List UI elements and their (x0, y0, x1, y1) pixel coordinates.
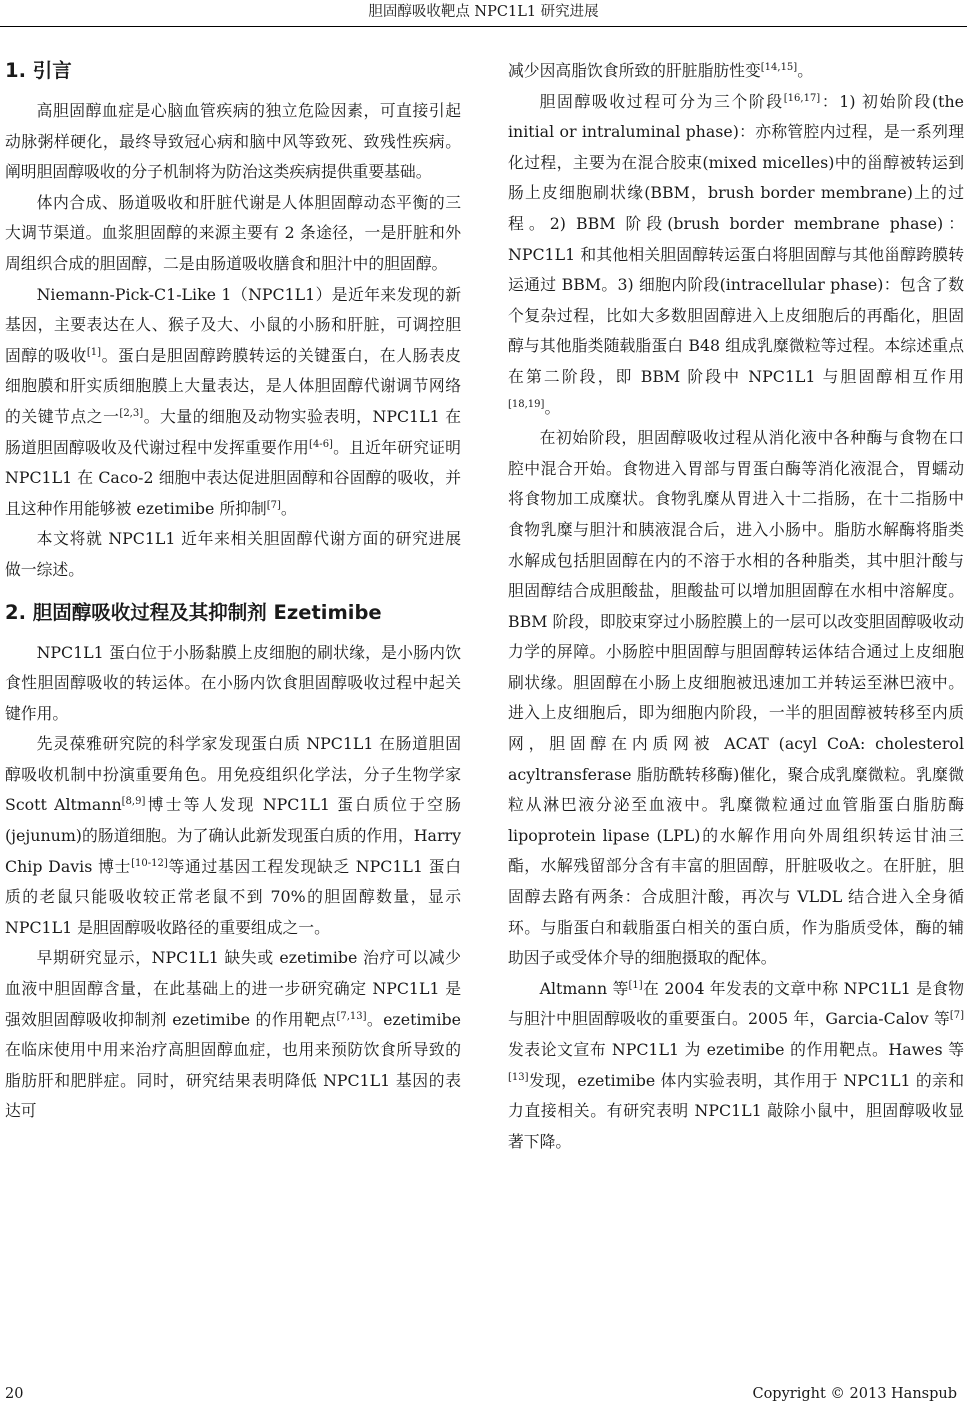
running-header: 胆固醇吸收靶点 NPC1L1 研究进展 (368, 4, 599, 20)
right-column (508, 56, 964, 1157)
paragraph (5, 96, 461, 188)
citation-ref: [7] (266, 499, 281, 511)
paragraph-text: 在初始阶段，胆固醇吸收过程从消化液中各种酶与食物在口腔中混合开始。食物进入胃部与胃蛋白酶等消化液混合，胃蠕动将食物加工成糜状。食物乳糜从胃进入十二指肠，在十二指肠中食物乳糜与胆汁和胰液混合后，进入小肠中。脂肪水解酶将脂类水解成包括胆固醇在内的不溶于水相的各种脂类，其中胆汁酸与胆固醇结合成胆酸盐，胆酸盐可以增加胆固醇在水相中溶解度。BBM 阶段，即胶束穿过小肠腔膜上的一层可以改变胆固醇吸收动力学的屏障。小肠腔中胆固醇与胆固醇转运体结合通过上皮细胞刷状缘。胆固醇在小肠上皮细胞被迅速加工并转运至淋巴液中。进入上皮细胞后，即为细胞内阶段，一半的胆固醇被转移至内质网，胆固醇在内质网被 ACAT (acyl CoA: cholesterol acyltransferase 脂肪酰转移酶)催化，聚合成乳糜微粒。乳糜微粒从淋巴液分泌至血液中。乳糜微粒通过血管脂蛋白脂肪酶 lipoprotein lipase (LPL)的水解作用向外周组织转运甘油三酯，水解残留部分含有丰富的胆固醇，肝脏吸收之。在肝脏，胆固醇去路有两条：合成胆汁酸，再次与 VLDL 结合进入全身循环。与脂蛋白和载脂蛋白相关的蛋白质，作为脂质受体，酶的辅助因子或受体介导的细胞摄取的配体。 (508, 428, 964, 968)
paragraph-text: 。 (280, 498, 297, 518)
paragraph-text: NPC1L1 蛋白位于小肠黏膜上皮细胞的刷状缘，是小肠内饮食性胆固醇吸收的转运体。在小肠内饮食胆固醇吸收过程中起关键作用。 (5, 642, 461, 723)
paragraph-text: Niemann-Pick-C1-Like 1（NPC1L1）是近年来发现的新基因，主要表达在人、猴子及大、小鼠的小肠和肝脏，可调控胆固醇的吸收 (5, 284, 461, 365)
paragraph (508, 87, 964, 424)
citation-ref: [1] (628, 979, 643, 991)
citation-ref: [4-6] (309, 438, 333, 450)
citation-ref: [14,15] (760, 62, 798, 73)
paragraph-text: 等通过基因工程发现缺乏 NPC1L1 蛋白质的老鼠只能吸收较正常老鼠不到 70%的胆固醇数量，显示 NPC1L1 是胆固醇吸收路径的重要组成之一。 (5, 856, 461, 937)
left-column (5, 56, 461, 1127)
header-rule (0, 26, 967, 27)
paragraph-text: Altmann 等 (539, 978, 629, 998)
citation-ref: [13] (508, 1071, 529, 1083)
section-heading: 2. 胆固醇吸收过程及其抑制剂 Ezetimibe (5, 600, 382, 624)
paragraph-text: 高胆固醇血症是心脑血管疾病的独立危险因素，可直接引起动脉粥样硬化，最终导致冠心病和脑中风等致死、致残性疾病。阐明胆固醇吸收的分子机制将为防治这类疾病提供重要基础。 (5, 101, 461, 182)
paragraph-text: 早期研究显示，NPC1L1 缺失或 ezetimibe 治疗可以减少血液中胆固醇含量，在此基础上的进一步研究确定 NPC1L1 是强效胆固醇吸收抑制剂 ezetimibe 的作用靶点 (5, 948, 461, 1029)
citation-ref: [10-12] (131, 857, 168, 869)
page-number: 20 (5, 1386, 24, 1402)
paragraph (5, 280, 461, 525)
paragraph-text: 博士等人发现 NPC1L1 蛋白质位于空肠(jejunum)的肠道细胞。为了确认此新发现蛋白质的作用，Harry Chip Davis 博士 (5, 795, 461, 876)
paragraph-text: 发现，ezetimibe 体内实验表明，其作用于 NPC1L1 的亲和力直接相关。有研究表明 NPC1L1 敲除小鼠中，胆固醇吸收显著下降。 (508, 1070, 964, 1151)
paragraph (508, 423, 964, 974)
paragraph-text: 。蛋白是胆固醇跨膜转运的关键蛋白，在人肠表皮细胞膜和肝实质细胞膜上大量表达，是人体胆固醇代谢调节网络的关键节点之一 (5, 345, 461, 426)
paragraph (5, 524, 461, 585)
paragraph (5, 943, 461, 1127)
paragraph-text: ：1) 初始阶段(the initial or intraluminal phase)：亦称管腔内过程，是一系列理化过程，主要为在混合胶束(mixed micelles)中的甾醇被转运到肠上皮细胞刷状缘(BBM，brush border membrane)上的过程。2) BBM 阶段(brush border membrane phase)：NPC1L1 和其他相关胆固醇转运蛋白将胆固醇与其他甾醇跨膜转运通过 BBM。3) 细胞内阶段(intracellular phase)：包含了数个复杂过程，比如大多数胆固醇进入上皮细胞后的再酯化，胆固醇与其他脂类随载脂蛋白 B48 组成乳糜微粒等过程。本综述重点在第二阶段，即 BBM 阶段中 NPC1L1 与胆固醇相互作用 (508, 91, 964, 386)
citation-ref: [2,3] (119, 407, 144, 419)
citation-ref: [1] (86, 346, 101, 358)
paragraph-text: 先灵葆雅研究院的科学家发现蛋白质 NPC1L1 在肠道胆固醇吸收机制中扮演重要角色。用免疫组织化学法，分子生物学家 Scott Altmann (5, 734, 461, 815)
citation-ref: [8,9] (121, 796, 146, 808)
paragraph (5, 188, 461, 280)
citation-ref: [18,19] (508, 398, 545, 410)
paragraph-text: 。且近年研究证明 NPC1L1 在 Caco-2 细胞中表达促进胆固醇和谷固醇的吸收，并且这种作用能够被 ezetimibe 所抑制 (5, 437, 461, 518)
paragraph-text: 。 (797, 61, 814, 80)
paragraph-text: 。ezetimibe 在临床使用中用来治疗高胆固醇血症，也用来预防饮食所导致的脂肪肝和肥胖症。同时，研究结果表明降低 NPC1L1 基因的表达可 (5, 1009, 461, 1121)
paragraph-text: 减少因高脂饮食所致的肝脏脂肪性变 (508, 61, 761, 80)
paragraph-text: 。 (544, 397, 561, 417)
paragraph (5, 638, 461, 730)
copyright-notice: Copyright © 2013 Hanspub (752, 1386, 957, 1402)
paragraph-text: 。大量的细胞及动物实验表明，NPC1L1 在肠道胆固醇吸收及代谢过程中发挥重要作用 (5, 406, 461, 457)
paragraph-text: 体内合成、肠道吸收和肝脏代谢是人体胆固醇动态平衡的三大调节渠道。血浆胆固醇的来源主要有 2 条途径，一是肝脏和外周组织合成的胆固醇，二是由肠道吸收膳食和胆汁中的胆固醇。 (5, 192, 461, 273)
paragraph-text: 本文将就 NPC1L1 近年来相关胆固醇代谢方面的研究进展做一综述。 (5, 529, 461, 579)
citation-ref: [7] (949, 1010, 964, 1022)
section-heading: 1. 引言 (5, 59, 72, 82)
paragraph-text: 胆固醇吸收过程可分为三个阶段 (539, 91, 784, 111)
paragraph (508, 974, 964, 1158)
paragraph (508, 56, 964, 87)
paragraph (5, 729, 461, 943)
citation-ref: [7,13] (336, 1010, 367, 1022)
paragraph-text: 在 2004 年发表的文章中称 NPC1L1 是食物与胆汁中胆固醇吸收的重要蛋白。2005 年，Garcia-Calov 等 (508, 978, 965, 1029)
paragraph-text: 发表论文宣布 NPC1L1 为 ezetimibe 的作用靶点。Hawes 等 (508, 1040, 964, 1059)
citation-ref: [16,17] (783, 92, 821, 104)
